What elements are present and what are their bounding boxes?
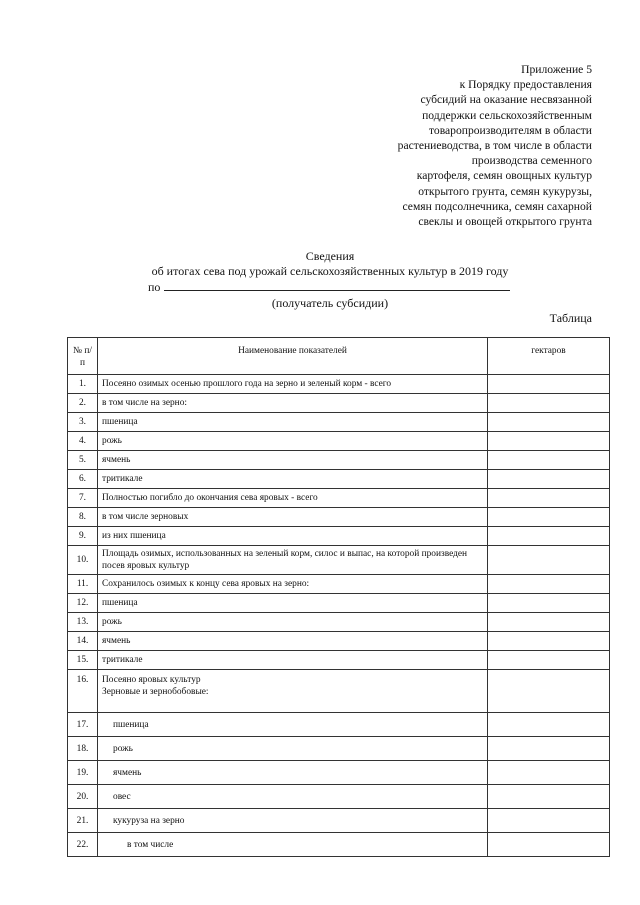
row-name: из них пшеница [98, 527, 488, 546]
appendix-line: производства семенного [471, 154, 592, 168]
row-num: 5. [68, 451, 98, 470]
document-subtitle: об итогах сева под урожай сельскохозяйственных культур в 2019 году [151, 264, 509, 278]
row-value-cell[interactable] [488, 527, 610, 546]
row-name: пшеница [98, 594, 488, 613]
row-num: 16. [68, 670, 98, 713]
table-row [68, 451, 610, 470]
row-name: Полностью погибло до окончания сева яровых - всего [98, 489, 488, 508]
row-value-cell[interactable] [488, 413, 610, 432]
row-num: 15. [68, 651, 98, 670]
row-name: рожь [98, 432, 488, 451]
row-value-cell[interactable] [488, 375, 610, 394]
appendix-line: Приложение 5 [521, 63, 592, 76]
row-name: Площадь озимых, использованных на зеленый корм, силос и выпас, на которой произведен посев яровых культур [98, 546, 488, 575]
row-value-cell[interactable] [488, 632, 610, 651]
table-row [68, 670, 610, 713]
row-num: 1. [68, 375, 98, 394]
table-row [68, 833, 610, 857]
table-row [68, 785, 610, 809]
appendix-line: товаропроизводителям в области [428, 123, 592, 137]
row-name-line: Зерновые и зернобобовые: [102, 687, 209, 697]
row-value-cell[interactable] [488, 489, 610, 508]
table-row [68, 546, 610, 575]
appendix-line: картофеля, семян овощных культур [416, 169, 592, 183]
row-value-cell[interactable] [488, 809, 610, 833]
table-row [68, 527, 610, 546]
table-row [68, 470, 610, 489]
row-name: в том числе [98, 833, 488, 857]
indicators-table [67, 337, 610, 857]
row-value-cell[interactable] [488, 785, 610, 809]
row-name: Посеяно озимых осенью прошлого года на зерно и зеленый корм - всего [98, 375, 488, 394]
table-row [68, 508, 610, 527]
document-heading [0, 249, 640, 279]
row-name: ячмень [98, 761, 488, 785]
appendix-line: растениеводства, в том числе в области [397, 139, 592, 153]
row-value-cell[interactable] [488, 394, 610, 413]
row-name: Сохранилось озимых к концу сева яровых на зерно: [98, 575, 488, 594]
appendix-line: открытого грунта, семян кукурузы, [418, 184, 592, 198]
row-name: ячмень [98, 632, 488, 651]
row-value-cell[interactable] [488, 451, 610, 470]
document-title: Сведения [305, 249, 355, 263]
row-num: 18. [68, 737, 98, 761]
appendix-line: поддержки сельскохозяйственным [422, 108, 592, 122]
row-num: 11. [68, 575, 98, 594]
appendix-line: свеклы и овощей открытого грунта [418, 215, 592, 229]
row-name: кукуруза на зерно [98, 809, 488, 833]
row-value-cell[interactable] [488, 670, 610, 713]
table-header-row [68, 338, 610, 375]
row-num: 7. [68, 489, 98, 508]
row-name: овес [98, 785, 488, 809]
recipient-blank[interactable] [164, 279, 510, 291]
table-row [68, 613, 610, 632]
row-name: пшеница [98, 713, 488, 737]
table-row [68, 737, 610, 761]
row-num: 2. [68, 394, 98, 413]
header-hectares-label: гектаров [531, 346, 566, 356]
table-row [68, 489, 610, 508]
row-value-cell[interactable] [488, 575, 610, 594]
table-row [68, 432, 610, 451]
row-value-cell[interactable] [488, 613, 610, 632]
row-num: 12. [68, 594, 98, 613]
appendix-block [302, 62, 592, 229]
table-row [68, 375, 610, 394]
row-name: пшеница [98, 413, 488, 432]
header-num-label: № п/п [73, 346, 92, 368]
row-num: 13. [68, 613, 98, 632]
row-num: 17. [68, 713, 98, 737]
row-num: 14. [68, 632, 98, 651]
appendix-line: субсидий на оказание несвязанной [420, 93, 592, 107]
appendix-line: к Порядку предоставления [459, 78, 592, 92]
row-value-cell[interactable] [488, 508, 610, 527]
table-label: Таблица [549, 311, 592, 325]
row-value-cell[interactable] [488, 651, 610, 670]
recipient-line [148, 279, 510, 295]
row-name: рожь [98, 613, 488, 632]
row-num: 19. [68, 761, 98, 785]
row-value-cell[interactable] [488, 470, 610, 489]
row-num: 8. [68, 508, 98, 527]
table-row [68, 761, 610, 785]
table-row [68, 651, 610, 670]
recipient-note: (получатель субсидии) [271, 296, 389, 310]
row-name [98, 670, 488, 713]
table-row [68, 575, 610, 594]
header-name [98, 338, 488, 375]
row-value-cell[interactable] [488, 833, 610, 857]
row-num: 10. [68, 546, 98, 575]
table-row [68, 632, 610, 651]
row-value-cell[interactable] [488, 432, 610, 451]
header-hectares [488, 338, 610, 375]
table-row [68, 713, 610, 737]
row-name: ячмень [98, 451, 488, 470]
row-value-cell[interactable] [488, 761, 610, 785]
header-num [68, 338, 98, 375]
table-row [68, 413, 610, 432]
row-value-cell[interactable] [488, 737, 610, 761]
row-num: 20. [68, 785, 98, 809]
appendix-line: семян подсолнечника, семян сахарной [402, 199, 592, 213]
row-name: в том числе зерновых [98, 508, 488, 527]
row-name-line: Посеяно яровых культур [102, 675, 201, 685]
row-name: тритикале [98, 651, 488, 670]
row-num: 6. [68, 470, 98, 489]
table-row [68, 594, 610, 613]
row-num: 21. [68, 809, 98, 833]
po-label: по [148, 280, 161, 294]
row-value-cell[interactable] [488, 713, 610, 737]
table-row [68, 394, 610, 413]
row-name: тритикале [98, 470, 488, 489]
row-num: 22. [68, 833, 98, 857]
table-row [68, 809, 610, 833]
row-value-cell[interactable] [488, 594, 610, 613]
row-value-cell[interactable] [488, 546, 610, 575]
row-num: 9. [68, 527, 98, 546]
header-name-label: Наименование показателей [238, 346, 347, 356]
row-name: в том числе на зерно: [98, 394, 488, 413]
row-num: 3. [68, 413, 98, 432]
row-num: 4. [68, 432, 98, 451]
row-name: рожь [98, 737, 488, 761]
